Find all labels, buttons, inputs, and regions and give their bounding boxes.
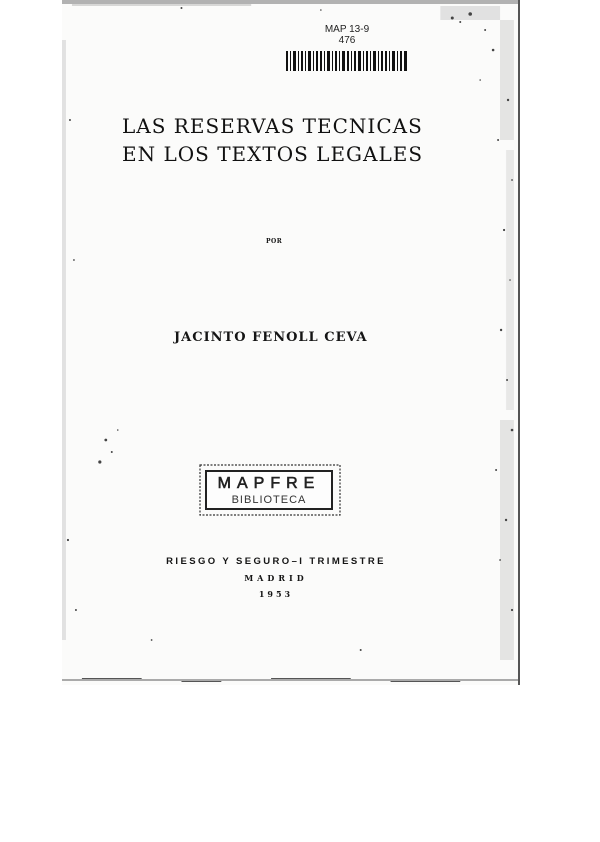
stamp-frame: [205, 470, 333, 510]
stamp-subtitle: BIBLIOTECA: [231, 494, 307, 506]
title-line-1: LAS RESERVAS TECNICAS: [122, 114, 423, 138]
publisher-line: RIESGO Y SEGURO–I TRIMESTRE: [166, 556, 386, 567]
library-call-number-label: [282, 24, 412, 76]
author-name: JACINTO FENOLL CEVA: [174, 330, 368, 345]
title-line-2: EN LOS TEXTOS LEGALES: [122, 142, 424, 166]
page-bottom-edge: [62, 676, 518, 685]
stamp-brand: MAPFRE: [217, 475, 321, 492]
library-stamp: [199, 464, 341, 516]
call-number-line-2: 476: [338, 35, 356, 46]
scanned-page: [62, 0, 520, 685]
publication-city: MADRID: [244, 573, 308, 583]
byline: POR: [266, 238, 283, 245]
barcode-icon: [282, 51, 412, 71]
book-title: [122, 112, 482, 168]
publication-year: 1953: [258, 589, 294, 599]
call-number-line-1: MAP 13-9: [324, 24, 370, 35]
